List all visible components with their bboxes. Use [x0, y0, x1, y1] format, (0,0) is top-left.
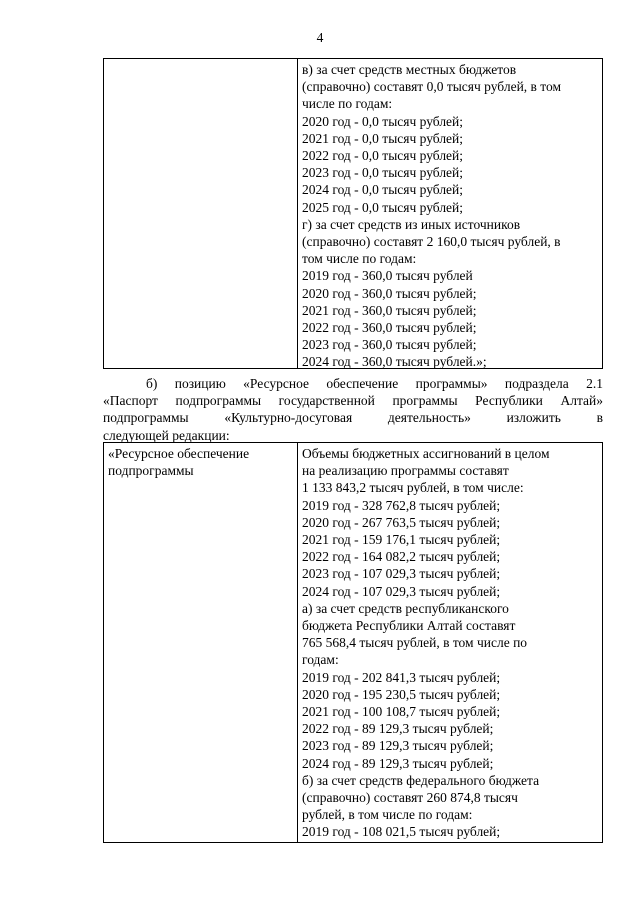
table-line: 2020 год - 360,0 тысяч рублей; [302, 285, 477, 301]
funding-table-continued [103, 58, 603, 369]
table-line: 2022 год - 360,0 тысяч рублей; [302, 320, 477, 336]
amendment-paragraph [103, 375, 603, 444]
table-line: том числе по годам: [302, 251, 417, 267]
table-line: на реализацию программы составят [302, 463, 509, 479]
paragraph-line: «Паспорт подпрограммы государственной программы Республики Алтай» [103, 393, 603, 409]
table-line: 2019 год - 360,0 тысяч рублей [302, 268, 473, 284]
table-line: бюджета Республики Алтай составят [302, 618, 516, 634]
table-line: (справочно) составят 0,0 тысяч рублей, в том [302, 79, 562, 95]
table-line: 2020 год - 0,0 тысяч рублей; [302, 113, 464, 129]
paragraph-line: следующей редакции: [103, 427, 230, 443]
right-cell-funding-sources [302, 61, 600, 371]
table-line: 2023 год - 360,0 тысяч рублей; [302, 337, 477, 353]
table-line: 2024 год - 360,0 тысяч рублей.»; [302, 354, 487, 370]
column-divider [297, 443, 298, 842]
table-line: 765 568,4 тысяч рублей, в том числе по [302, 635, 528, 651]
paragraph-line: б) позицию «Ресурсное обеспечение программы» подраздела 2.1 [146, 376, 603, 391]
table-line: подпрограммы [108, 463, 194, 479]
table-line: 2024 год - 107 029,3 тысяч рублей; [302, 583, 501, 599]
paragraph-line: подпрограммы «Культурно-досуговая деятельность» изложить в [103, 410, 603, 426]
table-line: 2024 год - 0,0 тысяч рублей; [302, 182, 464, 198]
table-line: 1 133 843,2 тысяч рублей, в том числе: [302, 480, 524, 496]
table-line: 2021 год - 159 176,1 тысяч рублей; [302, 532, 501, 548]
table-line: 2022 год - 89 129,3 тысяч рублей; [302, 721, 494, 737]
table-line: 2020 год - 267 763,5 тысяч рублей; [302, 514, 501, 530]
table-line: 2023 год - 0,0 тысяч рублей; [302, 165, 464, 181]
table-line: 2024 год - 89 129,3 тысяч рублей; [302, 755, 494, 771]
left-cell-heading [108, 445, 293, 479]
table-line: 2023 год - 107 029,3 тысяч рублей; [302, 566, 501, 582]
table-line: годам: [302, 652, 339, 668]
table-line: б) за счет средств федерального бюджета [302, 772, 540, 788]
table-line: 2020 год - 195 230,5 тысяч рублей; [302, 686, 501, 702]
table-line: числе по годам: [302, 96, 393, 112]
resource-provision-table [103, 442, 603, 843]
table-line: 2019 год - 108 021,5 тысяч рублей; [302, 824, 501, 840]
table-line: 2021 год - 100 108,7 тысяч рублей; [302, 704, 501, 720]
table-line: 2022 год - 164 082,2 тысяч рублей; [302, 549, 501, 565]
table-line: 2021 год - 0,0 тысяч рублей; [302, 130, 464, 146]
table-line: Объемы бюджетных ассигнований в целом [302, 446, 550, 461]
page-number: 4 [316, 30, 324, 45]
table-line: в) за счет средств местных бюджетов [302, 62, 517, 77]
table-line: 2023 год - 89 129,3 тысяч рублей; [302, 738, 494, 754]
table-line: 2019 год - 202 841,3 тысяч рублей; [302, 669, 501, 685]
table-line: «Ресурсное обеспечение [108, 446, 250, 461]
right-cell-budget-allocations [302, 445, 600, 841]
column-divider [297, 59, 298, 368]
table-line: рублей, в том числе по годам: [302, 807, 473, 823]
table-line: (справочно) составят 2 160,0 тысяч рублей, в [302, 234, 561, 250]
table-line: (справочно) составят 260 874,8 тысяч [302, 790, 518, 806]
table-line: 2021 год - 360,0 тысяч рублей; [302, 302, 477, 318]
table-line: 2019 год - 328 762,8 тысяч рублей; [302, 497, 501, 513]
table-line: г) за счет средств из иных источников [302, 216, 521, 232]
table-line: 2022 год - 0,0 тысяч рублей; [302, 148, 464, 164]
table-line: а) за счет средств республиканского [302, 600, 509, 616]
table-line: 2025 год - 0,0 тысяч рублей; [302, 199, 464, 215]
